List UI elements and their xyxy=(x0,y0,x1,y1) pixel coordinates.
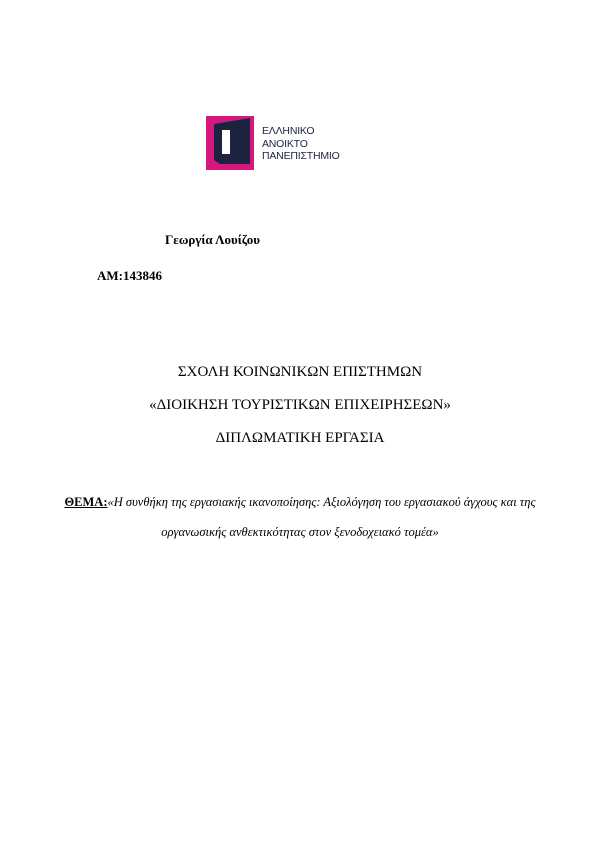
thesis-heading: ΔΙΠΛΩΜΑΤΙΚΗ ΕΡΓΑΣΙΑ xyxy=(215,430,385,446)
logo-wordmark xyxy=(262,125,340,163)
topic-label: ΘΕΜΑ: xyxy=(64,495,108,509)
logo-line: ΑΝΟΙΚΤΟ xyxy=(262,137,308,150)
logo-line: ΕΛΛΗΝΙΚΟ xyxy=(262,125,315,137)
logo-line: ΠΑΝΕΠΙΣΤΗΜΙΟ xyxy=(262,150,340,162)
programme-heading: «ΔΙΟΙΚΗΣΗ ΤΟΥΡΙΣΤΙΚΩΝ ΕΠΙΧΕΙΡΗΣΕΩΝ» xyxy=(149,397,451,413)
author-name: Γεωργία Λουίζου xyxy=(165,232,260,247)
title-block xyxy=(0,362,600,461)
university-logo-icon xyxy=(206,114,256,172)
school-heading: ΣΧΟΛΗ ΚΟΙΝΩΝΙΚΩΝ ΕΠΙΣΤΗΜΩΝ xyxy=(177,364,423,380)
student-id: ΑΜ:143846 xyxy=(97,268,162,283)
thesis-topic xyxy=(60,487,540,547)
topic-text: «Η συνθήκη της εργασιακής ικανοποίησης: Αξιολόγηση του εργασιακού άγχους και της οργανωσικής ανθεκτικότητας στον ξενοδοχειακό τομέα» xyxy=(107,495,536,539)
university-logo xyxy=(206,114,356,172)
